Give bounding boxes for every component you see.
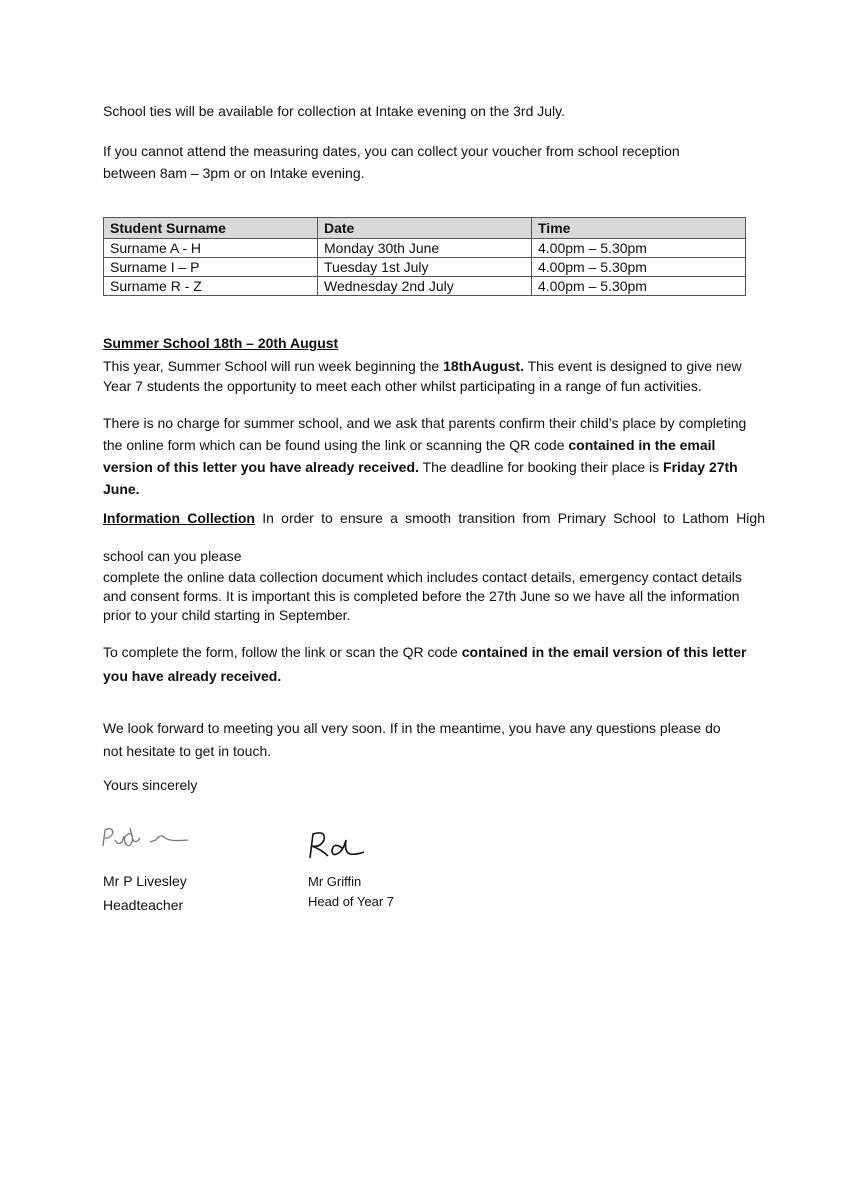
closing-line-1: We look forward to meeting you all very soon. If in the meantime, you have any questions please do xyxy=(103,720,721,736)
table-row xyxy=(104,258,746,277)
text-run: In order to ensure a smooth transition from Primary School to Lathom High xyxy=(254,510,765,526)
table-cell: Surname I – P xyxy=(104,258,318,277)
voucher-line-2: between 8am – 3pm or on Intake evening. xyxy=(103,165,365,181)
info-collection-line-2: school can you please xyxy=(103,548,242,564)
email-version-note: contained in the email version of this letter you have already received. xyxy=(103,437,716,475)
table-cell: 4.00pm – 5.30pm xyxy=(532,258,746,277)
table-cell: Tuesday 1st July xyxy=(318,258,532,277)
form-paragraph xyxy=(103,640,763,688)
headteacher-role: Headteacher xyxy=(103,897,184,913)
table-cell: Monday 30th June xyxy=(318,239,532,258)
headteacher-signature xyxy=(100,820,200,860)
table-cell: 4.00pm – 5.30pm xyxy=(532,239,746,258)
summer-school-heading xyxy=(103,333,763,353)
email-version-note: you have already received. xyxy=(103,668,282,684)
column-header-time: Time xyxy=(532,218,746,239)
text-run: This year, Summer School will run week beginning the xyxy=(103,358,444,374)
column-header-date: Date xyxy=(318,218,532,239)
email-version-note: contained in the email version of this letter xyxy=(461,644,747,660)
text-run: The deadline for booking their place is xyxy=(418,459,664,475)
summer-booking-paragraph xyxy=(103,412,753,500)
info-collection-line-1 xyxy=(103,507,765,529)
table-cell: 4.00pm – 5.30pm xyxy=(532,277,746,296)
yours-sincerely: Yours sincerely xyxy=(103,777,198,793)
head-of-year-name: Mr Griffin xyxy=(308,874,362,889)
info-collection-heading: Information Collection xyxy=(103,510,255,526)
table-cell: Surname R - Z xyxy=(104,277,318,296)
text-run: There is no charge for summer school, and we ask that parents confirm their child’s place by completing the online form which can be found using the link or scanning the QR code xyxy=(103,415,747,453)
table-cell: Wednesday 2nd July xyxy=(318,277,532,296)
closing-line-2: not hesitate to get in touch. xyxy=(103,743,272,759)
measuring-schedule-table xyxy=(103,217,746,296)
info-collection-paragraph: complete the online data collection document which includes contact details, emergency contact details and consent forms. It is important this is completed before the 27th June so we have all the information prior to your child starting in September. xyxy=(103,569,742,623)
table-cell: Surname A - H xyxy=(104,239,318,258)
head-of-year-role: Head of Year 7 xyxy=(308,894,395,909)
text-run: This event is designed to give new Year 7 students the opportunity to meet each other whilst participating in a range of fun activities. xyxy=(103,358,742,394)
table-header-row xyxy=(104,218,746,239)
voucher-line-1: If you cannot attend the measuring dates, you can collect your voucher from school reception xyxy=(103,143,680,159)
summer-school-paragraph xyxy=(103,356,753,396)
head-of-year-signature xyxy=(304,828,374,862)
ties-paragraph: School ties will be available for collection at Intake evening on the 3rd July. xyxy=(103,103,566,119)
headteacher-name: Mr P Livesley xyxy=(103,873,187,889)
summer-school-heading-text: Summer School 18th – 20th August xyxy=(103,335,339,351)
text-run: To complete the form, follow the link or scan the QR code xyxy=(103,644,462,660)
table-row xyxy=(104,277,746,296)
table-row xyxy=(104,239,746,258)
column-header-surname: Student Surname xyxy=(104,218,318,239)
summer-date-bold: 18thAugust. xyxy=(443,358,524,374)
booking-deadline: Friday 27th June. xyxy=(103,459,738,497)
